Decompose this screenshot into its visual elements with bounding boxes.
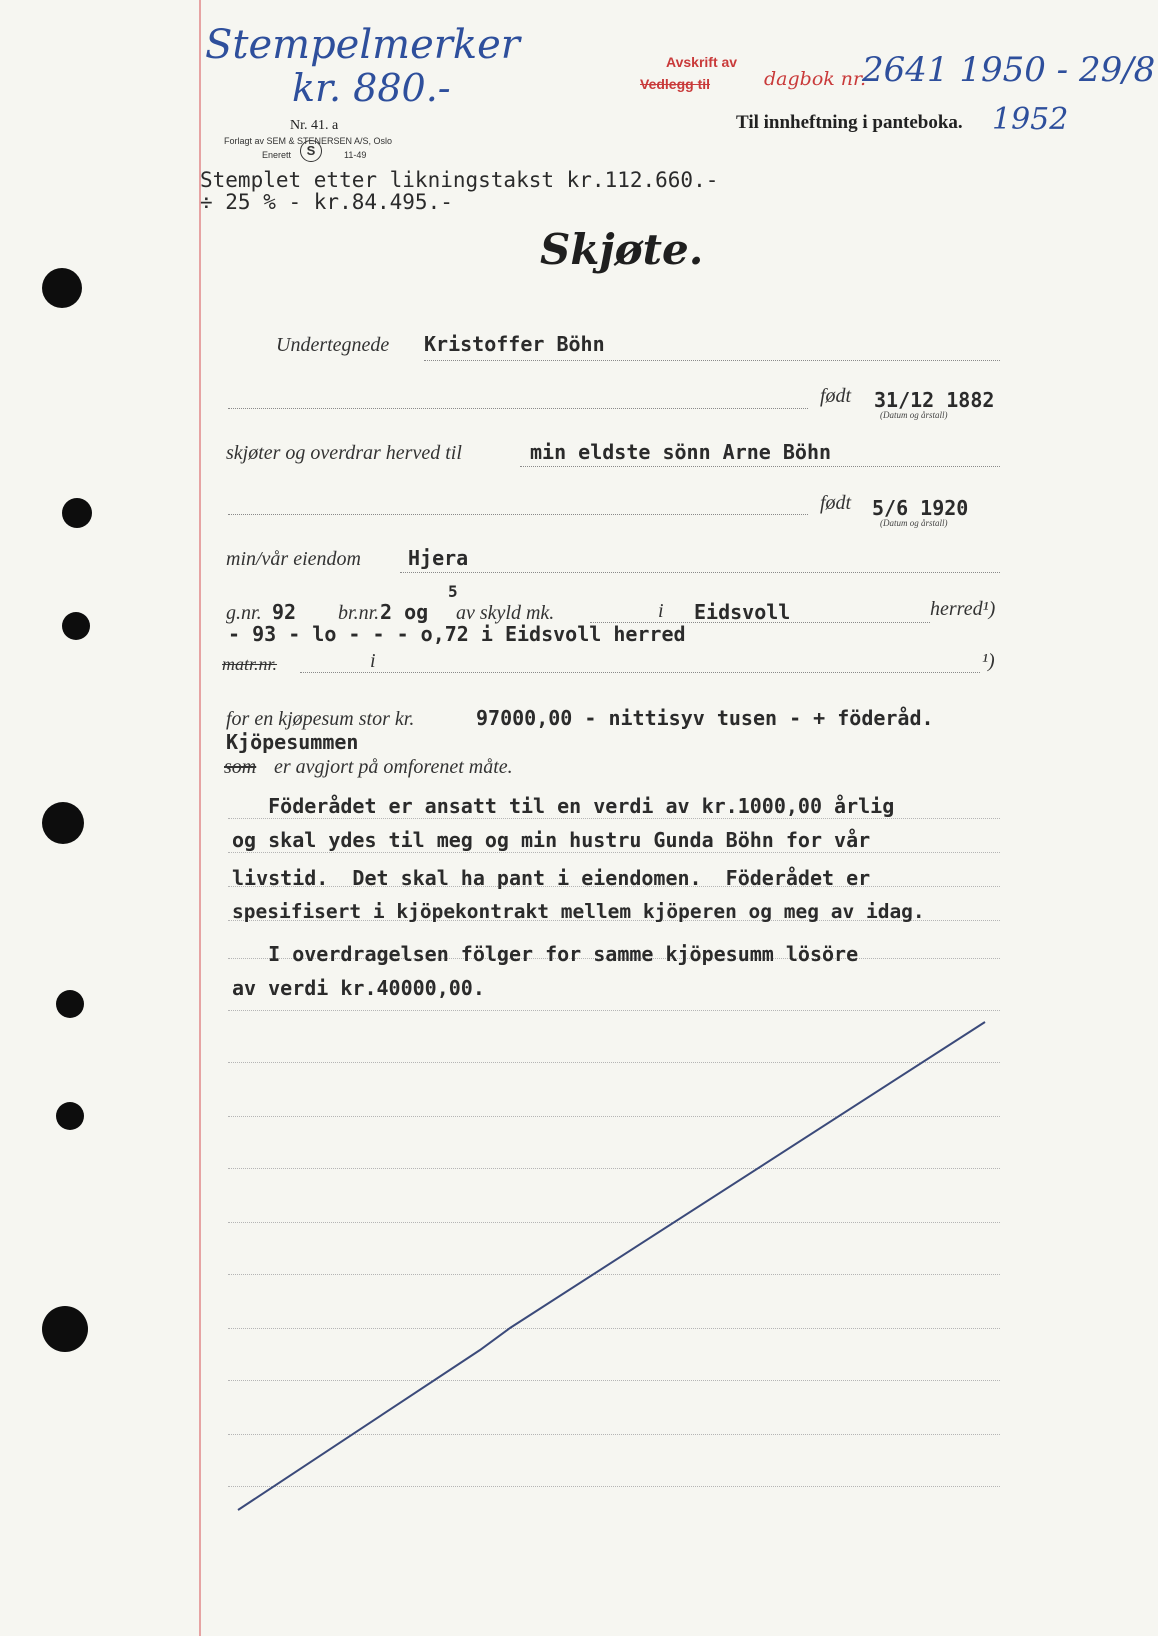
- matr-i: i: [370, 650, 376, 672]
- body-line-3: livstid. Det skal ha pant i eiendomen. Föderådet er: [232, 866, 871, 890]
- kommune-value: Eidsvoll: [694, 600, 791, 624]
- body-line-4: spesifisert i kjöpekontrakt mellem kjöperen og meg av idag.: [232, 900, 925, 923]
- second-property-line: - 93 - lo - - - o,72 i Eidsvoll herred: [228, 622, 686, 646]
- brnr-label: br.nr.: [338, 602, 380, 624]
- kjopesum-label: for en kjøpesum stor kr.: [226, 708, 415, 730]
- datum-hint-2: (Datum og årstall): [880, 518, 948, 528]
- handwritten-stamp-amount: kr. 880.-: [292, 66, 451, 110]
- eiendom-label: min/vår eiendom: [226, 548, 361, 570]
- form-date: 11-49: [344, 150, 367, 160]
- stamp-note-line1: Stemplet etter likningstakst kr.112.660.-: [200, 168, 719, 192]
- handwritten-stamp-note: Stempelmerker: [205, 22, 520, 68]
- datum-hint: (Datum og årstall): [880, 410, 948, 420]
- skjoter-value: min eldste sönn Arne Böhn: [530, 440, 832, 464]
- brnr-value: 2 og: [380, 600, 429, 624]
- form-number: Nr. 41. a: [290, 118, 339, 133]
- publisher-line: Forlagt av SEM & STENERSEN A/S, Oslo: [224, 136, 393, 146]
- brnr-superscript: 5: [448, 582, 458, 601]
- stamp-note-line2: ÷ 25 % - kr.84.495.-: [200, 190, 453, 214]
- red-stamp-line2: Vedlegg til: [640, 76, 711, 92]
- skjoter-label: skjøter og overdrar herved til: [226, 442, 462, 464]
- fodt-label-2: født: [820, 492, 852, 514]
- red-stamp-line1: Avskrift av: [666, 54, 738, 70]
- innheftning-label: Til innheftning i panteboka.: [736, 112, 963, 133]
- kjopesum-value: 97000,00 - nittisyv tusen - + föderåd.: [476, 706, 934, 730]
- fodt-label: født: [820, 385, 852, 407]
- skyld-label: av skyld mk.: [456, 602, 555, 624]
- publisher-logo: S: [300, 140, 322, 162]
- gnr-value: 92: [272, 600, 297, 624]
- fodt-value-2: 5/6 1920: [872, 496, 969, 520]
- avgjort-label: er avgjort på omforenet måte.: [274, 756, 513, 778]
- body-line-2: og skal ydes til meg og min hustru Gunda Böhn for vår: [232, 828, 871, 852]
- dagbok-label: dagbok nr.: [764, 68, 867, 90]
- eiendom-value: Hjera: [408, 546, 469, 570]
- matr-label: matr.nr.: [222, 654, 278, 674]
- undertegnede-label: Undertegnede: [276, 334, 390, 356]
- body-line-5: I overdragelsen fölger for samme kjöpesumm lösöre: [232, 942, 859, 966]
- i-label: i: [658, 600, 664, 622]
- undertegnede-value: Kristoffer Böhn: [424, 332, 605, 356]
- kjopesum-replacement: Kjöpesummen: [226, 730, 359, 754]
- dagbok-number: 2641 1950 - 29/8: [862, 50, 1156, 90]
- som-label: som: [224, 756, 257, 778]
- gnr-label: g.nr.: [226, 602, 262, 624]
- handwritten-year: 1952: [992, 102, 1069, 137]
- body-line-6: av verdi kr.40000,00.: [232, 976, 485, 1000]
- document-title: Skjøte.: [540, 225, 704, 274]
- matr-paren: ¹): [982, 650, 995, 672]
- body-line-1: Föderådet er ansatt til en verdi av kr.1000,00 årlig: [232, 794, 895, 818]
- fodt-value-1: 31/12 1882: [874, 388, 995, 412]
- enerett-label: Enerett: [262, 150, 292, 160]
- herred-label: herred¹): [930, 598, 996, 620]
